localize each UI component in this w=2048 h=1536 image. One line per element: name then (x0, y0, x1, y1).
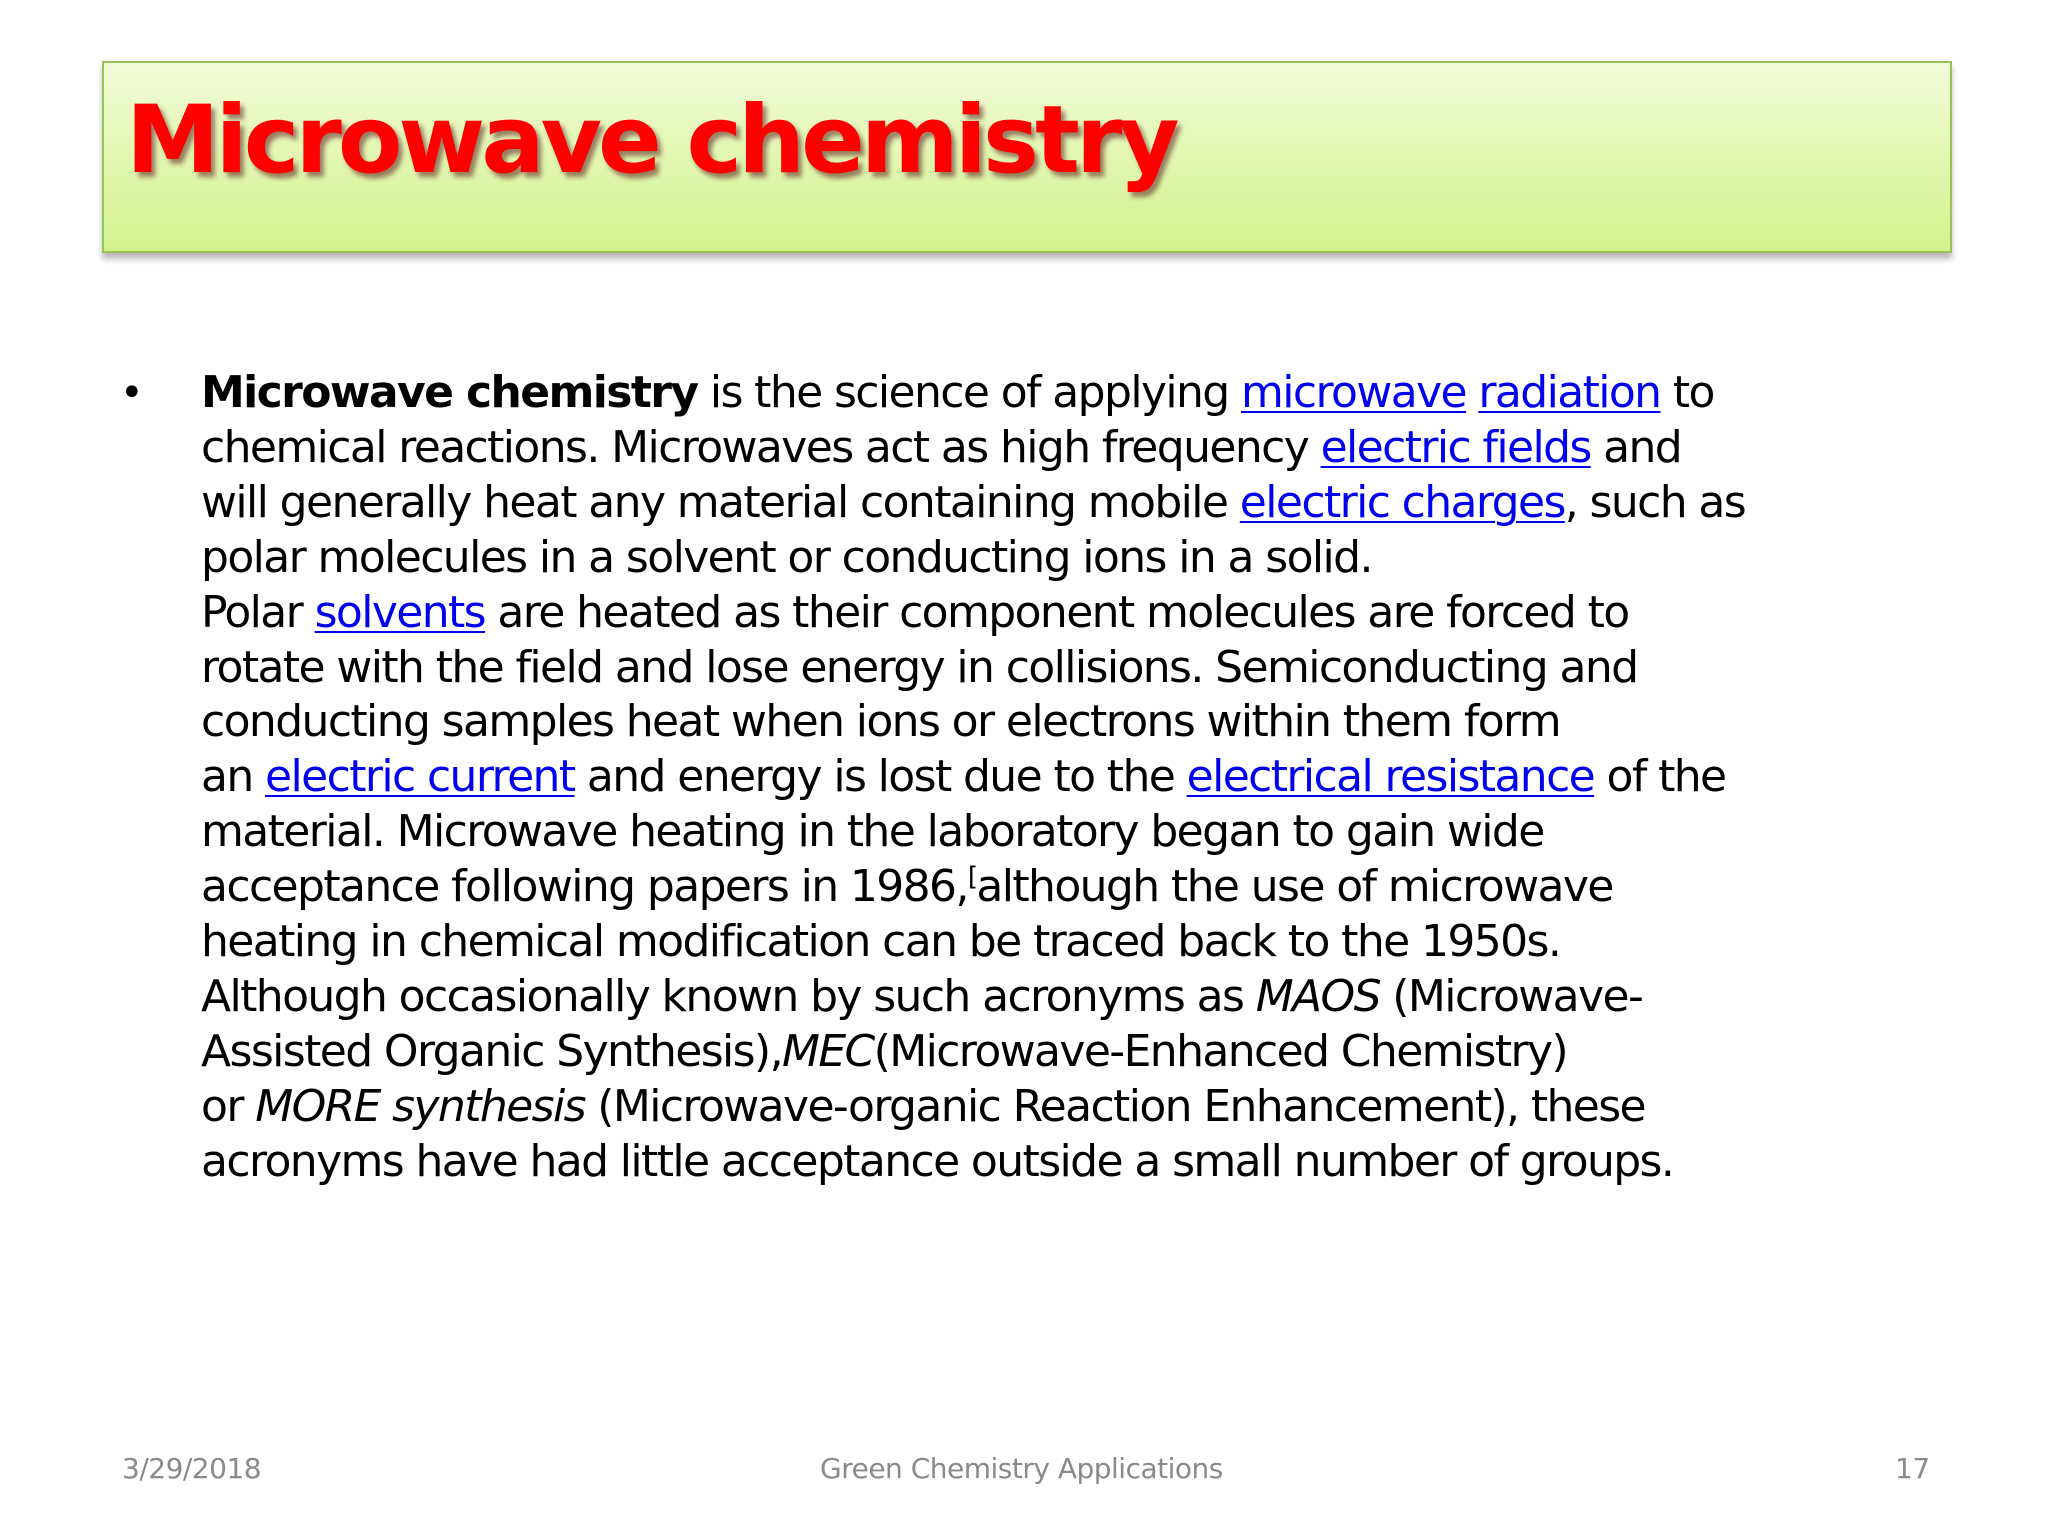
text-run: chemical reactions. Microwaves act as high frequency (201, 421, 1321, 473)
text-run: an (201, 751, 266, 803)
text-run: acronyms have had little acceptance outside a small number of groups. (201, 1135, 1674, 1187)
paragraph-line (201, 970, 1920, 1025)
paragraph-line (201, 1080, 1920, 1135)
text-run: are heated as their component molecules are forced to (485, 586, 1629, 638)
text-run: heating in chemical modification can be traced back to the 1950s. (201, 916, 1561, 968)
slide-title: Microwave chemistry (126, 86, 1176, 195)
text-run (1466, 367, 1478, 418)
link-radiation[interactable]: radiation (1478, 367, 1661, 418)
text-run: (Microwave-organic Reaction Enhancement), these (584, 1080, 1646, 1132)
paragraph-line (201, 421, 1920, 476)
paragraph-line (201, 366, 1920, 421)
text-run: material. Microwave heating in the laboratory began to gain wide (201, 806, 1544, 858)
paragraph-line (201, 1135, 1920, 1190)
text-run: (Microwave-Enhanced Chemistry) (873, 1025, 1568, 1077)
title-banner (102, 61, 1952, 253)
paragraph-line (201, 641, 1920, 696)
paragraph-line (201, 695, 1920, 750)
text-run: rotate with the field and lose energy in collisions. Semiconducting and (201, 641, 1638, 693)
text-run: Polar (201, 586, 315, 638)
paragraph-line (201, 805, 1920, 860)
text-run: to (1660, 367, 1714, 418)
link-electrical-resistance[interactable]: electrical resistance (1186, 751, 1595, 803)
paragraph-line (201, 476, 1920, 531)
page-number: 17 (1895, 1452, 1930, 1485)
bullet-marker: • (120, 370, 142, 416)
paragraph-line (201, 750, 1920, 805)
acronym-mec: MEC (781, 1025, 874, 1077)
paragraph-line (201, 860, 1920, 915)
text-run: Although occasionally known by such acronyms as (201, 970, 1256, 1022)
link-electric-fields[interactable]: electric fields (1320, 421, 1591, 473)
footer-title: Green Chemistry Applications (820, 1452, 1223, 1485)
paragraph-line (201, 586, 1920, 641)
link-electric-current[interactable]: electric current (265, 751, 575, 803)
text-run: conducting samples heat when ions or electrons within them form (201, 696, 1561, 748)
text-run: of the (1594, 751, 1726, 803)
bullet-paragraph (201, 366, 1920, 1190)
text-run: and energy is lost due to the (574, 751, 1187, 803)
link-electric-charges[interactable]: electric charges (1239, 476, 1565, 528)
text-run: will generally heat any material containing mobile (201, 476, 1240, 528)
acronym-maos: MAOS (1255, 970, 1380, 1022)
text-run: acceptance following papers in 1986, (201, 861, 968, 913)
footer-date: 3/29/2018 (122, 1452, 262, 1485)
text-run: and (1590, 421, 1682, 473)
link-microwave[interactable]: microwave (1241, 367, 1467, 418)
text-run: , such as (1564, 476, 1746, 528)
text-run: or (201, 1080, 256, 1132)
slide-body (120, 366, 1920, 1190)
text-run: polar molecules in a solvent or conducting ions in a solid. (201, 531, 1372, 583)
paragraph-line (201, 915, 1920, 970)
paragraph-line (201, 531, 1920, 586)
acronym-more: MORE synthesis (255, 1080, 585, 1132)
link-solvents[interactable]: solvents (314, 586, 486, 638)
text-run: Assisted Organic Synthesis), (201, 1025, 782, 1077)
paragraph-line (201, 1025, 1920, 1080)
text-run: (Microwave- (1379, 970, 1643, 1022)
term-bold: Microwave chemistry (201, 367, 698, 418)
text-run: is the science of applying (697, 367, 1242, 418)
text-run: although the use of microwave (976, 861, 1613, 913)
citation-bracket[interactable]: [ (967, 862, 977, 893)
